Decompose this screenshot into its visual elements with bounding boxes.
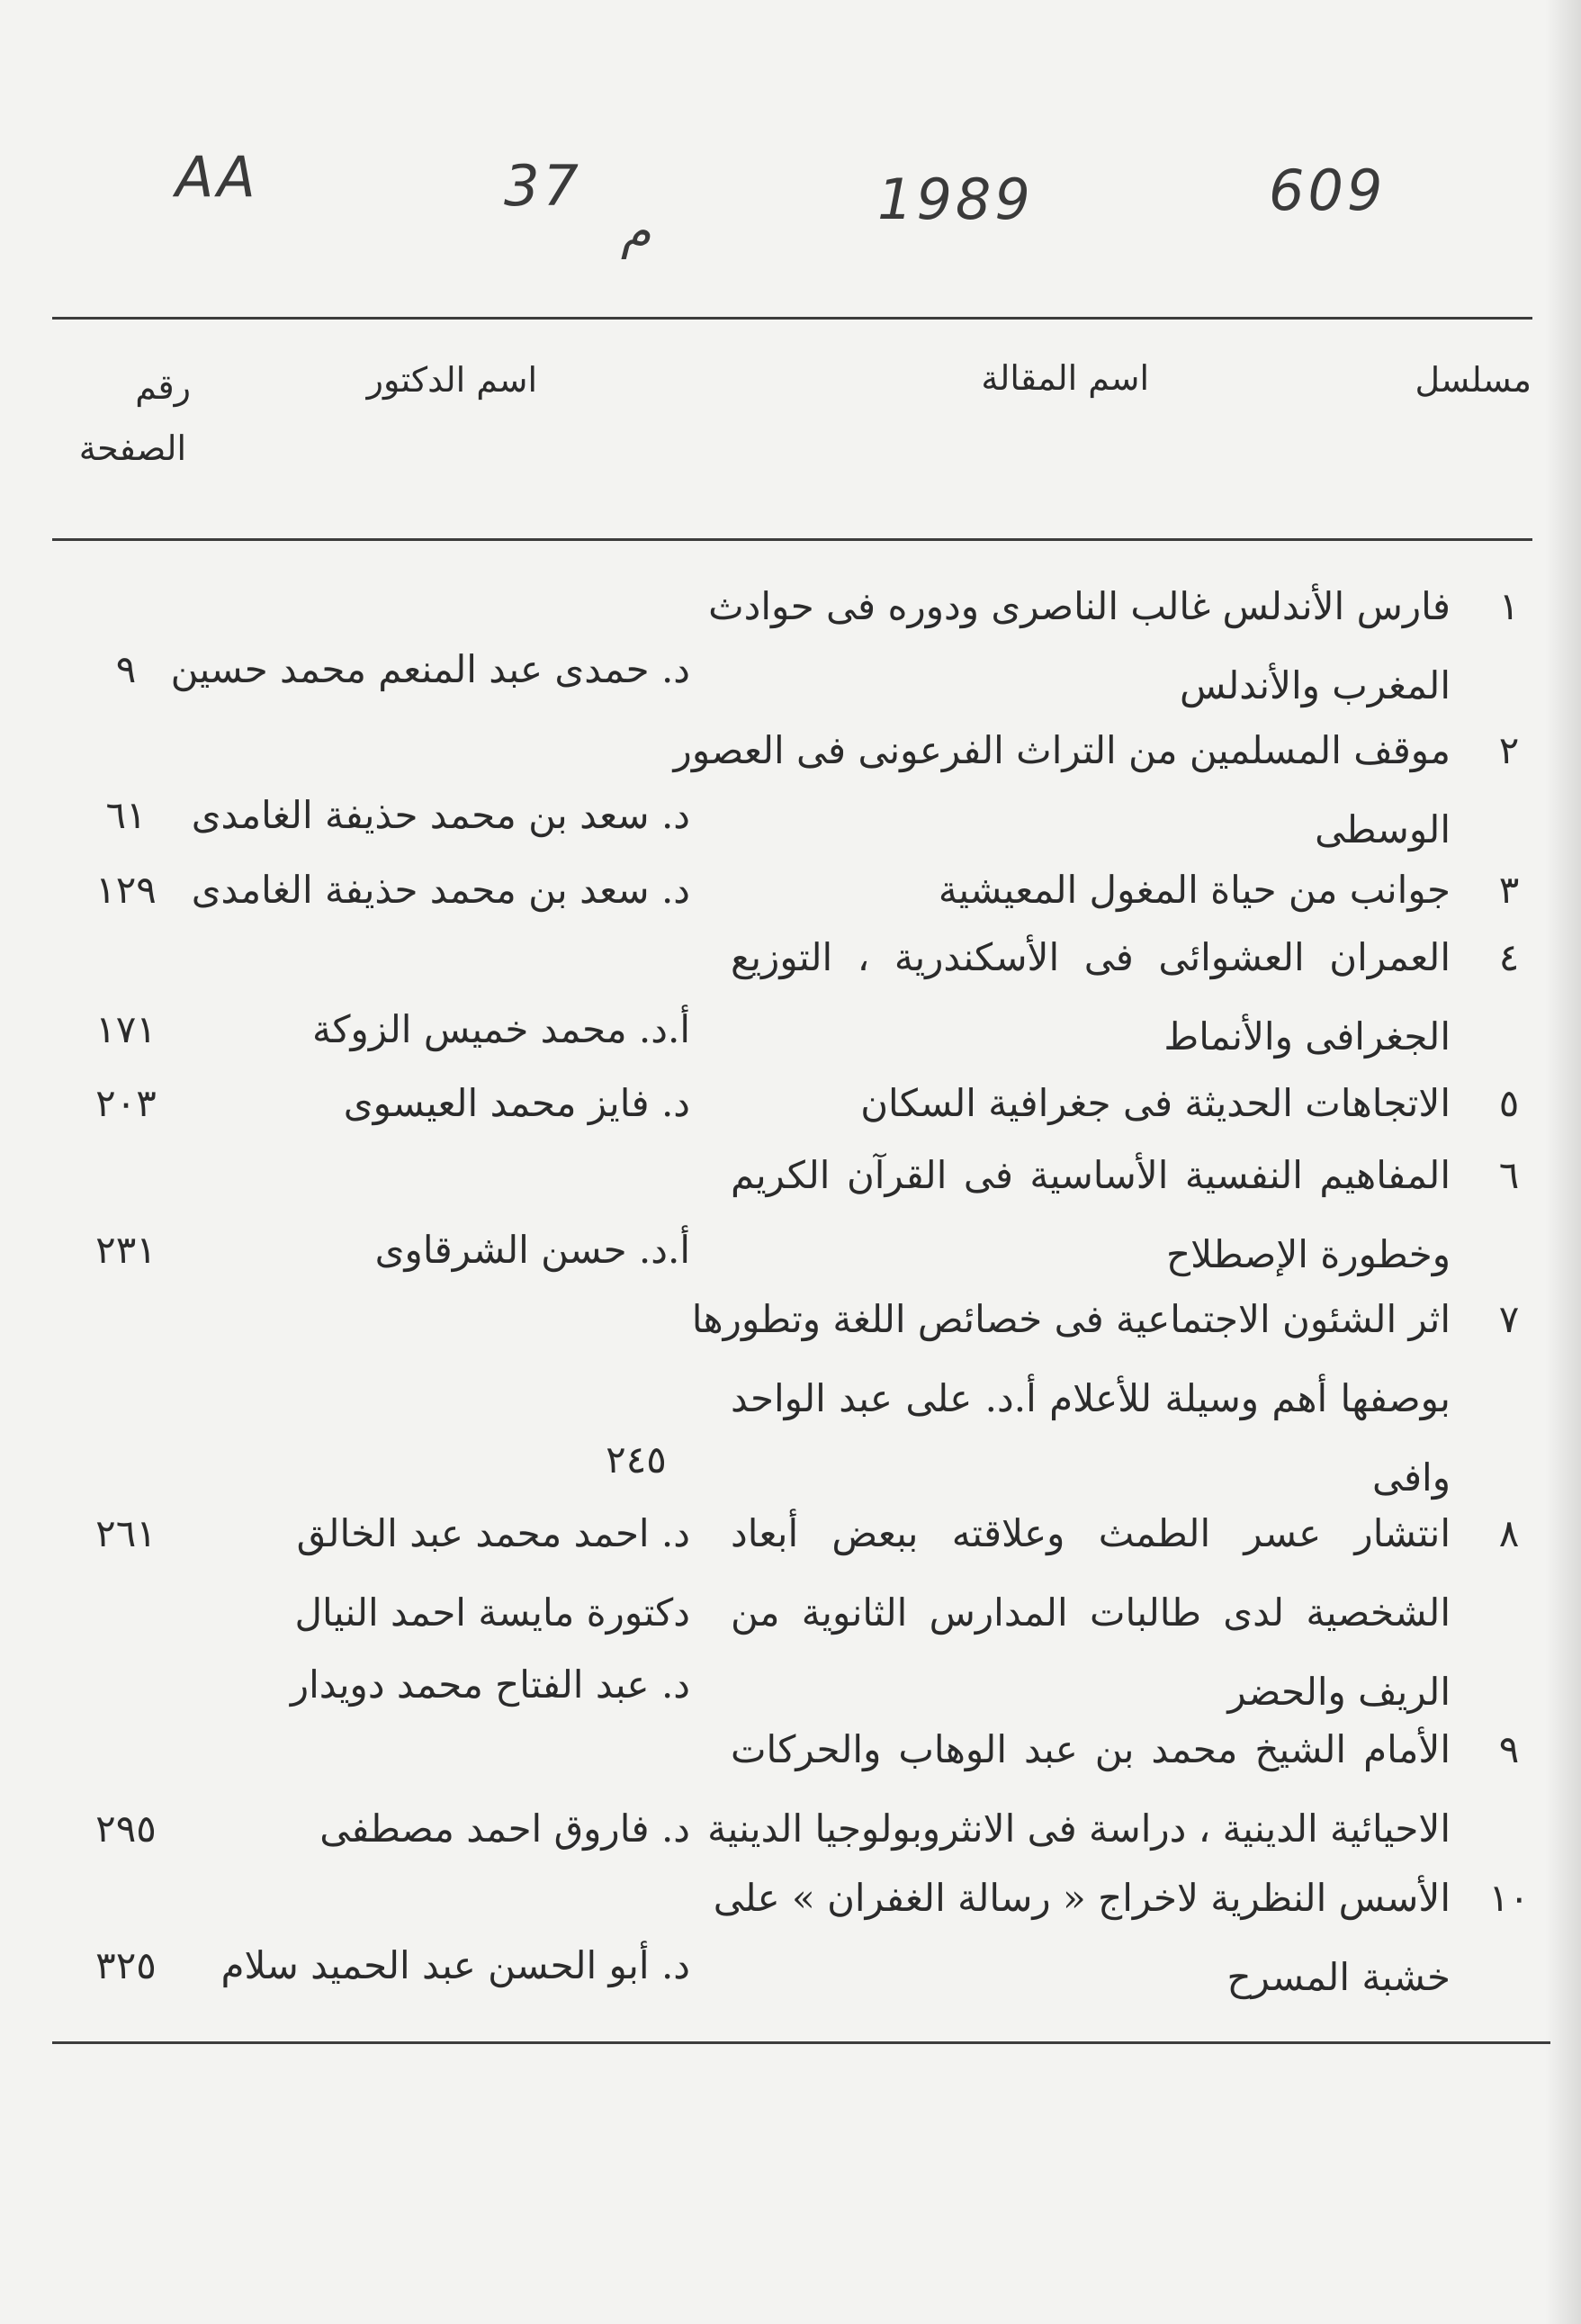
handwritten-code: AA <box>175 144 259 210</box>
row-page-number: ١٢٩ <box>95 868 157 912</box>
row-serial: ٦ <box>1498 1153 1520 1197</box>
row-page-number: ٢٤٥ <box>606 1437 667 1482</box>
row-author: د. أبو الحسن عبد الحميد سلام <box>220 1943 690 1987</box>
header-article: اسم المقالة <box>981 358 1149 398</box>
row-title-line: العمران العشوائى فى الأسكندرية ، التوزيع <box>731 935 1451 979</box>
row-serial: ١ <box>1498 584 1520 628</box>
row-title-line: الريف والحضر <box>1227 1670 1451 1714</box>
row-page-number: ٣٢٥ <box>95 1943 157 1987</box>
header-rule <box>52 538 1532 541</box>
top-rule <box>52 317 1532 320</box>
row-author: د. فايز محمد العيسوى <box>343 1081 690 1125</box>
row-title-line: المغرب والأندلس <box>1179 663 1451 707</box>
row-serial: ٢ <box>1498 728 1520 772</box>
row-page-number: ٦١ <box>105 793 147 837</box>
row-serial: ٣ <box>1498 868 1520 912</box>
header-page-line1: رقم <box>135 367 191 407</box>
row-page-number: ٢٣١ <box>95 1228 157 1272</box>
page-edge-shadow <box>1545 0 1581 2324</box>
row-title-line: الشخصية لدى طالبات المدارس الثانوية من <box>731 1590 1451 1635</box>
handwritten-year: 1989 <box>877 167 1034 232</box>
row-author: د. سعد بن محمد حذيفة الغامدى <box>191 793 690 837</box>
row-title-line: الوسطى <box>1315 807 1451 851</box>
row-page-number: ٢٦١ <box>95 1511 157 1555</box>
row-serial: ٧ <box>1498 1297 1520 1341</box>
row-serial: ١٠ <box>1488 1876 1530 1920</box>
handwritten-volume: 37 <box>504 153 582 219</box>
header-serial: مسلسل <box>1415 360 1532 400</box>
row-title-line: انتشار عسر الطمث وعلاقته ببعض أبعاد <box>731 1511 1451 1555</box>
row-title-line: الأسس النظرية لاخراج « رسالة الغفران » على <box>713 1876 1451 1920</box>
row-author: د. عبد الفتاح محمد دويدار <box>290 1662 690 1707</box>
row-title-line: خشبة المسرح <box>1226 1955 1451 1999</box>
row-serial: ٤ <box>1498 935 1520 979</box>
row-page-number: ٩ <box>115 647 137 691</box>
header-page-line2: الصفحة <box>78 428 186 468</box>
row-title-line: موقف المسلمين من التراث الفرعونى فى العصور <box>673 728 1451 772</box>
row-author: د. سعد بن محمد حذيفة الغامدى <box>191 868 690 912</box>
row-title-line: الأمام الشيخ محمد بن عبد الوهاب والحركات <box>731 1727 1451 1771</box>
row-title-line: المفاهيم النفسية الأساسية فى القرآن الكريم <box>731 1153 1451 1197</box>
row-author: د. فاروق احمد مصطفى <box>319 1806 690 1851</box>
row-page-number: ٢٩٥ <box>95 1806 157 1851</box>
row-title-line: اثر الشئون الاجتماعية فى خصائص اللغة وتطورها <box>691 1297 1451 1341</box>
row-author: أ.د. حسن الشرقاوى <box>374 1228 690 1272</box>
handwritten-number: 609 <box>1269 158 1387 223</box>
row-title-line: وخطورة الإصطلاح <box>1166 1232 1451 1276</box>
row-title-line: الاتجاهات الحديثة فى جغرافية السكان <box>860 1081 1451 1125</box>
row-title-line: جوانب من حياة المغول المعيشية <box>938 868 1451 912</box>
handwritten-m: م <box>621 203 651 259</box>
row-author: د. احمد محمد عبد الخالق <box>296 1511 690 1555</box>
row-author: أ.د. محمد خميس الزوكة <box>312 1007 690 1051</box>
row-serial: ٩ <box>1498 1727 1520 1771</box>
row-author: د. حمدى عبد المنعم محمد حسين <box>170 647 690 691</box>
row-serial: ٨ <box>1498 1511 1520 1555</box>
row-serial: ٥ <box>1498 1081 1520 1125</box>
row-author: دكتورة مايسة احمد النيال <box>294 1590 690 1635</box>
header-author: اسم الدكتور <box>366 360 537 400</box>
row-title-line: وافى <box>1371 1455 1451 1500</box>
row-title-line: الاحيائية الدينية ، دراسة فى الانثروبولوجيا الدينية <box>707 1806 1451 1851</box>
row-page-number: ١٧١ <box>95 1007 157 1051</box>
row-title-line: بوصفها أهم وسيلة للأعلام أ.د. على عبد الواحد <box>731 1376 1451 1420</box>
bottom-rule <box>52 2041 1550 2044</box>
row-title-line: الجغرافى والأنماط <box>1163 1014 1451 1058</box>
row-title-line: فارس الأندلس غالب الناصرى ودوره فى حوادث <box>708 584 1451 628</box>
row-page-number: ٢٠٣ <box>95 1081 157 1125</box>
